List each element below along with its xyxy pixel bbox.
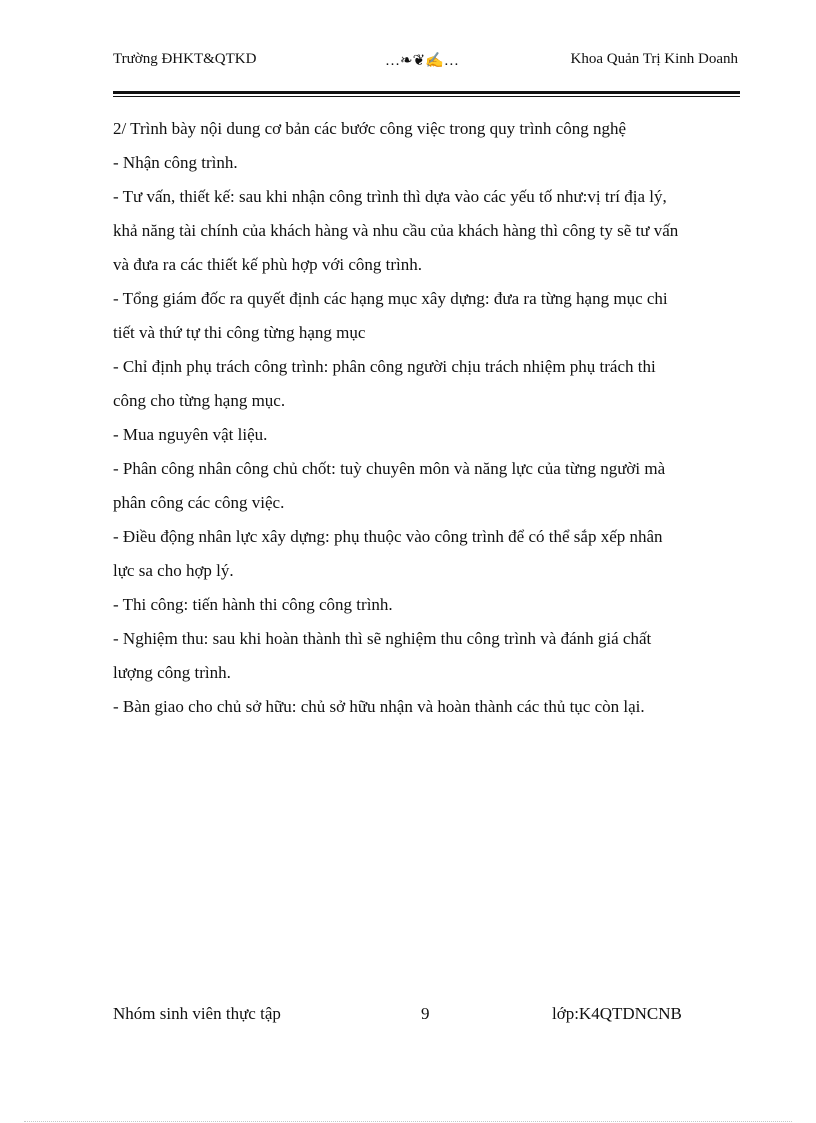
footer-group: Nhóm sinh viên thực tập [113,1004,281,1023]
header-rule-thin [113,96,740,97]
page-header [113,51,738,75]
body-line: và đưa ra các thiết kế phù hợp với công trình. [113,255,423,274]
document-body [113,112,743,724]
body-line: - Mua nguyên vật liệu. [113,425,268,444]
body-line: lượng công trình. [113,663,231,682]
header-ornament: …❧❦✍… [385,53,459,69]
page-footer [113,1004,703,1028]
header-rule-thick [113,91,740,94]
body-line: lực sa cho hợp lý. [113,561,234,580]
body-line: - Tổng giám đốc ra quyết định các hạng mục xây dựng: đưa ra từng hạng mục chi [113,289,668,308]
body-line: - Tư vấn, thiết kế: sau khi nhận công trình thì dựa vào các yếu tố như:vị trí địa lý, [113,187,667,206]
body-line: - Thi công: tiến hành thi công công trình. [113,595,393,614]
body-line: - Bàn giao cho chủ sở hữu: chủ sở hữu nhận và hoàn thành các thủ tục còn lại. [113,697,645,716]
header-faculty: Khoa Quản Trị Kinh Doanh [570,51,738,67]
page-number: 9 [421,1004,430,1023]
body-line: - Phân công nhân công chủ chốt: tuỳ chuyên môn và năng lực của từng người mà [113,459,666,478]
body-line: khả năng tài chính của khách hàng và nhu cầu của khách hàng thì công ty sẽ tư vấn [113,221,679,240]
body-line: tiết và thứ tự thi công từng hạng mục [113,323,366,342]
body-line: phân công các công việc. [113,493,285,512]
page-bottom-dotted-border [24,1121,792,1122]
body-line: - Chỉ định phụ trách công trình: phân công người chịu trách nhiệm phụ trách thi [113,357,656,376]
body-line: - Nhận công trình. [113,153,238,172]
section-heading: 2/ Trình bày nội dung cơ bản các bước công việc trong quy trình công nghệ [113,119,627,138]
body-line: - Điều động nhân lực xây dựng: phụ thuộc vào công trình để có thể sắp xếp nhân [113,527,663,546]
header-school: Trường ĐHKT&QTKD [113,51,257,67]
body-line: - Nghiệm thu: sau khi hoàn thành thì sẽ nghiệm thu công trình và đánh giá chất [113,629,652,648]
footer-class: lớp:K4QTDNCNB [552,1004,682,1023]
body-line: công cho từng hạng mục. [113,391,286,410]
